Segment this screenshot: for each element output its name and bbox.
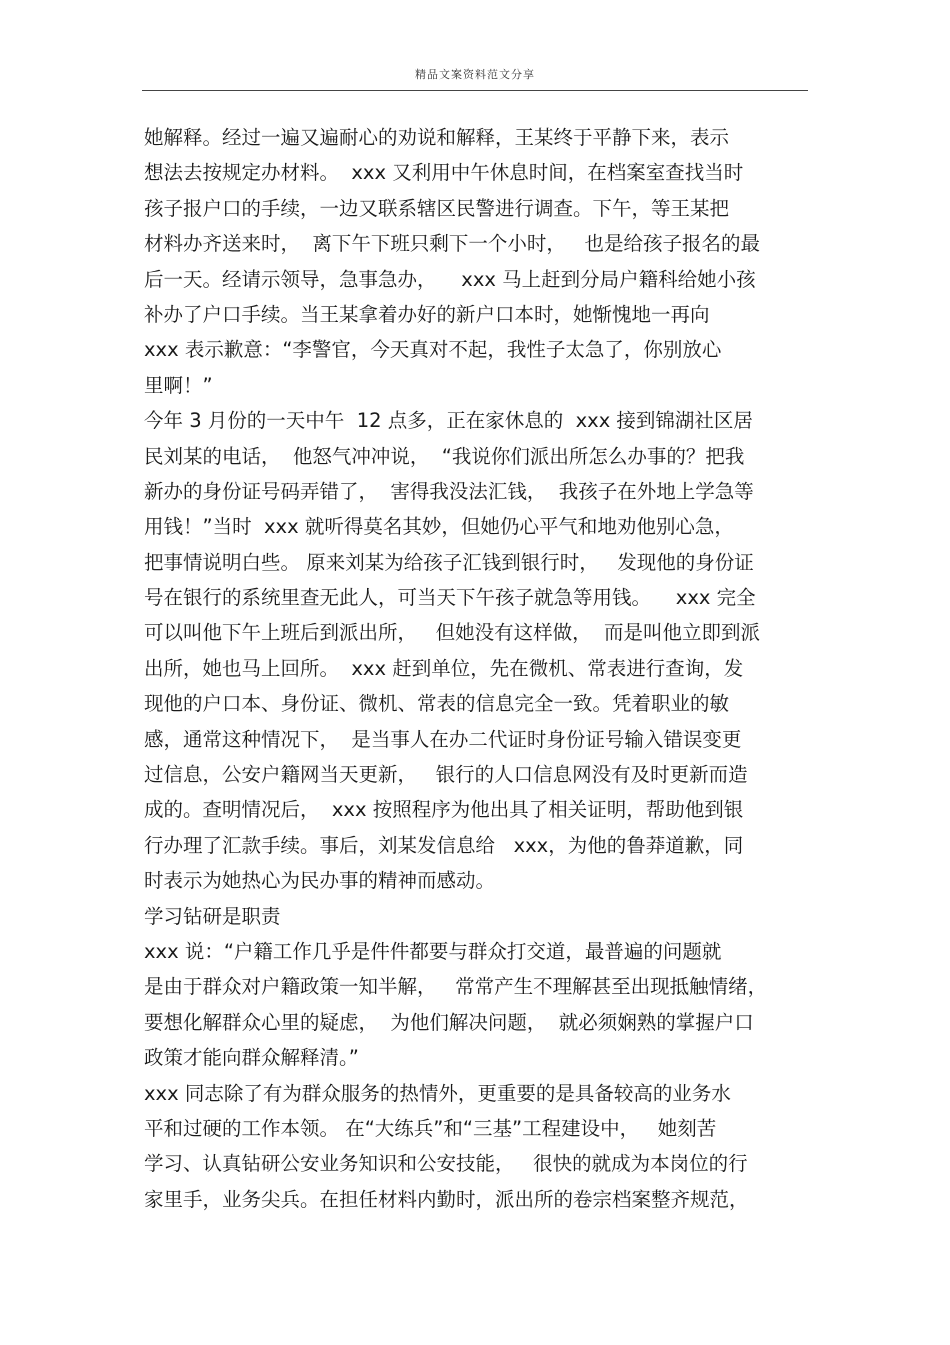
- text-line: 她解释。经过一遍又遍耐心的劝说和解释，王某终于平静下来，表示: [144, 126, 730, 149]
- text-line: 后一天。经请示领导，急事急办， xxx 马上赶到分局户籍科给她小孩: [144, 267, 756, 291]
- text-line: 号在银行的系统里查无此人，可当天下午孩子就急等用钱。 xxx 完全: [144, 586, 756, 610]
- text-line: 新办的身份证号码弄错了， 害得我没法汇钱， 我孩子在外地上学急等: [144, 479, 754, 503]
- text-line: 成的。查明情况后， xxx 按照程序为他出具了相关证明，帮助他到银: [144, 798, 744, 822]
- text-line: 可以叫他下午上班后到派出所， 但她没有这样做， 而是叫他立即到派: [144, 621, 760, 645]
- text-line: 补办了户口手续。当王某拿着办好的新户口本时，她惭愧地一再向: [144, 302, 710, 326]
- page-header: 精品文案资料范文分享: [415, 68, 535, 81]
- text-line: 孩子报户口的手续，一边又联系辖区民警进行调查。下午，等王某把: [144, 196, 730, 220]
- text-line: 平和过硬的工作本领。 在“大练兵”和“三基”工程建设中， 她刻苦: [144, 1116, 717, 1140]
- text-line: 政策才能向群众解释清。”: [144, 1046, 359, 1070]
- text-line: 出所，她也马上回所。 xxx 赶到单位，先在微机、常表进行查询，发: [144, 656, 744, 680]
- text-line: 用钱！”当时 xxx 就听得莫名其妙，但她仍心平气和地劝他别心急，: [144, 515, 734, 539]
- text-line: xxx 说：“户籍工作几乎是件件都要与群众打交道，最普遍的问题就: [144, 939, 722, 963]
- text-line: 感，通常这种情况下， 是当事人在办二代证时身份证号输入错误变更: [144, 727, 742, 751]
- text-line: 里啊！”: [144, 373, 213, 397]
- document-body: [144, 120, 808, 1217]
- text-line: 过信息，公安户籍网当天更新， 银行的人口信息网没有及时更新而造: [144, 763, 748, 787]
- text-line: 把事情说明白些。 原来刘某为给孩子汇钱到银行时， 发现他的身份证: [144, 550, 754, 574]
- text-line: xxx 同志除了有为群众服务的热情外，更重要的是具备较高的业务水: [144, 1081, 731, 1105]
- text-line: 现他的户口本、身份证、微机、常表的信息完全一致。凭着职业的敏: [144, 692, 730, 716]
- text-line: 民刘某的电话， 他怒气冲冲说， “我说你们派出所怎么办事的？把我: [144, 444, 745, 468]
- section-heading: 学习钻研是职责: [144, 904, 281, 928]
- text-line: 是由于群众对户籍政策一知半解， 常常产生不理解甚至出现抵触情绪，: [144, 975, 768, 999]
- text-line: 想法去按规定办材料。 xxx 又利用中午休息时间，在档案室查找当时: [144, 161, 744, 185]
- text-line: 材料办齐送来时， 离下午下班只剩下一个小时， 也是给孩子报名的最: [144, 232, 760, 256]
- text-line: 时表示为她热心为民办事的精神而感动。: [144, 869, 496, 893]
- text-line: xxx 表示歉意：“李警官，今天真对不起，我性子太急了，你别放心: [144, 338, 722, 362]
- text-line: 今年 3 月份的一天中午 12 点多，正在家休息的 xxx 接到锦湖社区居: [144, 409, 753, 433]
- text-line: 家里手，业务尖兵。在担任材料内勤时，派出所的卷宗档案整齐规范，: [144, 1187, 749, 1211]
- text-line: 学习、认真钻研公安业务知识和公安技能， 很快的就成为本岗位的行: [144, 1152, 748, 1176]
- header-divider: [142, 90, 808, 91]
- text-line: 要想化解群众心里的疑虑， 为他们解决问题， 就必须娴熟的掌握户口: [144, 1010, 754, 1034]
- text-line: 行办理了汇款手续。事后，刘某发信息给 xxx，为他的鲁莽道歉，同: [144, 833, 744, 857]
